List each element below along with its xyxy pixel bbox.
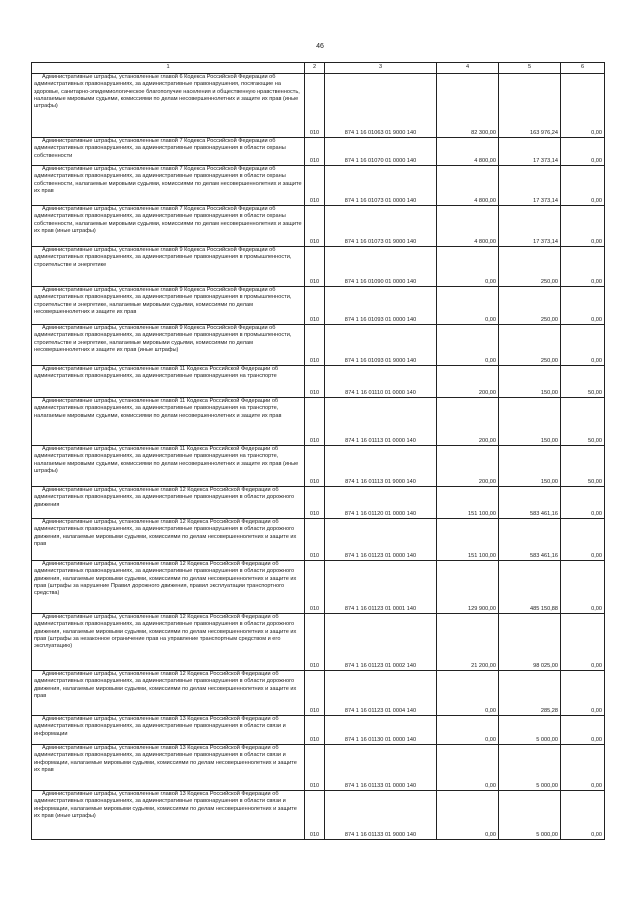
row-unexecuted: 0,00: [561, 716, 605, 745]
row-unexecuted: 50,00: [561, 366, 605, 398]
row-executed: 583 461,16: [499, 487, 561, 519]
table-row: [32, 206, 605, 247]
row-description: Административные штрафы, установленные главой 6 Кодекса Российской Федерации об административных правонарушениях, за административные правонарушения, посягающие на здоровье, санитарно-эпидемиологическое благополучие населения и общественную нравственность, налагаемые мировыми судьями, комиссиями по делам несовершеннолетних и защите их прав (иные штрафы): [32, 74, 305, 138]
table-row: [32, 671, 605, 716]
table-row: [32, 614, 605, 671]
row-description: Административные штрафы, установленные главой 9 Кодекса Российской Федерации об административных правонарушениях, за административные правонарушения в промышленности, строительстве и энергетике: [32, 247, 305, 287]
row-kbk: 874 1 16 01130 01 0000 140: [325, 716, 437, 745]
row-kbk: 874 1 16 01123 01 0004 140: [325, 671, 437, 716]
row-description: Административные штрафы, установленные главой 13 Кодекса Российской Федерации об административных правонарушениях, за административные правонарушения в области связи и информации, налагаемые мировыми судьями, комиссиями по делам несовершеннолетних и защите их прав (иные штрафы): [32, 791, 305, 840]
column-number: 3: [325, 63, 437, 74]
row-code: 010: [305, 166, 325, 206]
row-kbk: 874 1 16 01123 01 0002 140: [325, 614, 437, 671]
row-kbk: 874 1 16 01133 01 0000 140: [325, 745, 437, 791]
row-executed: 98 025,00: [499, 614, 561, 671]
row-unexecuted: 0,00: [561, 487, 605, 519]
row-code: 010: [305, 671, 325, 716]
row-description: Административные штрафы, установленные главой 9 Кодекса Российской Федерации об административных правонарушениях, за административные правонарушения в промышленности, строительстве и энергетике, налагаемые мировыми судьями, комиссиями по делам несовершеннолетних и защите их прав (иные штрафы): [32, 325, 305, 366]
row-executed: 150,00: [499, 366, 561, 398]
row-unexecuted: 0,00: [561, 166, 605, 206]
table-row: [32, 138, 605, 166]
row-executed: 150,00: [499, 398, 561, 446]
row-unexecuted: 0,00: [561, 791, 605, 840]
row-code: 010: [305, 745, 325, 791]
row-kbk: 874 1 16 01133 01 9000 140: [325, 791, 437, 840]
row-executed: 150,00: [499, 446, 561, 487]
row-description: Административные штрафы, установленные главой 11 Кодекса Российской Федерации об административных правонарушениях, за административные правонарушения на транспорте, налагаемые мировыми судьями, комиссиями по делам несовершеннолетних и защите их прав (иные штрафы): [32, 446, 305, 487]
row-code: 010: [305, 287, 325, 325]
row-description: Административные штрафы, установленные главой 7 Кодекса Российской Федерации об административных правонарушениях, за административные правонарушения в области охраны собственности, налагаемые мировыми судьями, комиссиями по делам несовершеннолетних и защите их прав (иные штрафы): [32, 206, 305, 247]
row-kbk: 874 1 16 01120 01 0000 140: [325, 487, 437, 519]
column-number: 5: [499, 63, 561, 74]
column-number: 1: [32, 63, 305, 74]
column-number: 6: [561, 63, 605, 74]
row-unexecuted: 50,00: [561, 446, 605, 487]
row-kbk: 874 1 16 01123 01 0000 140: [325, 519, 437, 561]
row-plan: 0,00: [437, 671, 499, 716]
row-unexecuted: 0,00: [561, 325, 605, 366]
row-unexecuted: 0,00: [561, 247, 605, 287]
row-executed: 583 461,16: [499, 519, 561, 561]
column-number: 4: [437, 63, 499, 74]
row-plan: 0,00: [437, 247, 499, 287]
row-description: Административные штрафы, установленные главой 12 Кодекса Российской Федерации об административных правонарушениях, за административные правонарушения в области дорожного движения, налагаемые мировыми судьями, комиссиями по делам несовершеннолетних и защите их прав (штрафы за незаконное ограничение прав на управление транспортным средством и его эксплуатацию): [32, 614, 305, 671]
table-row: [32, 519, 605, 561]
row-code: 010: [305, 519, 325, 561]
row-executed: 250,00: [499, 287, 561, 325]
row-executed: 285,28: [499, 671, 561, 716]
page-number: 46: [316, 43, 324, 50]
row-executed: 250,00: [499, 247, 561, 287]
row-unexecuted: 50,00: [561, 398, 605, 446]
column-number: 2: [305, 63, 325, 74]
row-code: 010: [305, 325, 325, 366]
row-description: Административные штрафы, установленные главой 7 Кодекса Российской Федерации об административных правонарушениях, за административные правонарушения в области охраны собственности: [32, 138, 305, 166]
row-kbk: 874 1 16 01093 01 9000 140: [325, 325, 437, 366]
table-row: [32, 561, 605, 614]
row-unexecuted: 0,00: [561, 561, 605, 614]
row-unexecuted: 0,00: [561, 519, 605, 561]
column-numbers-row: [32, 63, 605, 74]
row-plan: 200,00: [437, 446, 499, 487]
row-description: Административные штрафы, установленные главой 7 Кодекса Российской Федерации об административных правонарушениях, за административные правонарушения в области охраны собственности, налагаемые мировыми судьями, комиссиями по делам несовершеннолетних и защите их прав: [32, 166, 305, 206]
row-executed: 250,00: [499, 325, 561, 366]
row-plan: 200,00: [437, 398, 499, 446]
row-plan: 0,00: [437, 716, 499, 745]
row-executed: 17 373,14: [499, 166, 561, 206]
row-plan: 129 900,00: [437, 561, 499, 614]
row-code: 010: [305, 398, 325, 446]
row-plan: 4 800,00: [437, 166, 499, 206]
row-code: 010: [305, 614, 325, 671]
row-executed: 163 976,24: [499, 74, 561, 138]
row-description: Административные штрафы, установленные главой 9 Кодекса Российской Федерации об административных правонарушениях, за административные правонарушения в промышленности, строительстве и энергетике, налагаемые мировыми судьями, комиссиями по делам несовершеннолетних и защите их прав: [32, 287, 305, 325]
row-kbk: 874 1 16 01063 01 9000 140: [325, 74, 437, 138]
row-plan: 21 200,00: [437, 614, 499, 671]
table-row: [32, 366, 605, 398]
row-plan: 4 800,00: [437, 138, 499, 166]
table-row: [32, 325, 605, 366]
table-row: [32, 398, 605, 446]
row-code: 010: [305, 716, 325, 745]
table-row: [32, 745, 605, 791]
row-unexecuted: 0,00: [561, 614, 605, 671]
row-executed: 17 373,14: [499, 138, 561, 166]
row-plan: 0,00: [437, 325, 499, 366]
row-kbk: 874 1 16 01070 01 0000 140: [325, 138, 437, 166]
row-executed: 485 150,88: [499, 561, 561, 614]
row-executed: 5 000,00: [499, 745, 561, 791]
row-unexecuted: 0,00: [561, 74, 605, 138]
table-row: [32, 287, 605, 325]
row-unexecuted: 0,00: [561, 138, 605, 166]
row-kbk: 874 1 16 01073 01 9000 140: [325, 206, 437, 247]
row-description: Административные штрафы, установленные главой 13 Кодекса Российской Федерации об административных правонарушениях, за административные правонарушения в области связи и информации, налагаемые мировыми судьями, комиссиями по делам несовершеннолетних и защите их прав: [32, 745, 305, 791]
row-unexecuted: 0,00: [561, 206, 605, 247]
row-description: Административные штрафы, установленные главой 11 Кодекса Российской Федерации об административных правонарушениях, за административные правонарушения на транспорте: [32, 366, 305, 398]
row-executed: 5 000,00: [499, 791, 561, 840]
row-plan: 82 300,00: [437, 74, 499, 138]
row-unexecuted: 0,00: [561, 745, 605, 791]
row-description: Административные штрафы, установленные главой 12 Кодекса Российской Федерации об административных правонарушениях, за административные правонарушения в области дорожного движения, налагаемые мировыми судьями, комиссиями по делам несовершеннолетних и защите их прав (штрафы за нарушение Правил дорожного движения, правил эксплуатации транспортного средства): [32, 561, 305, 614]
row-code: 010: [305, 487, 325, 519]
row-kbk: 874 1 16 01093 01 0000 140: [325, 287, 437, 325]
row-code: 010: [305, 791, 325, 840]
row-description: Административные штрафы, установленные главой 12 Кодекса Российской Федерации об административных правонарушениях, за административные правонарушения в области дорожного движения, налагаемые мировыми судьями, комиссиями по делам несовершеннолетних и защите их прав: [32, 671, 305, 716]
row-unexecuted: 0,00: [561, 671, 605, 716]
row-kbk: 874 1 16 01113 01 0000 140: [325, 398, 437, 446]
row-plan: 0,00: [437, 745, 499, 791]
table-row: [32, 166, 605, 206]
table-row: [32, 487, 605, 519]
revenue-table: [31, 62, 605, 840]
table-row: [32, 716, 605, 745]
row-kbk: 874 1 16 01110 01 0000 140: [325, 366, 437, 398]
table-row: [32, 446, 605, 487]
row-kbk: 874 1 16 01073 01 0000 140: [325, 166, 437, 206]
row-code: 010: [305, 74, 325, 138]
row-code: 010: [305, 561, 325, 614]
row-kbk: 874 1 16 01113 01 9000 140: [325, 446, 437, 487]
row-plan: 0,00: [437, 791, 499, 840]
row-description: Административные штрафы, установленные главой 13 Кодекса Российской Федерации об административных правонарушениях, за административные правонарушения в области связи и информации: [32, 716, 305, 745]
row-code: 010: [305, 138, 325, 166]
table-body: [32, 74, 605, 840]
row-plan: 151 100,00: [437, 519, 499, 561]
row-executed: 5 000,00: [499, 716, 561, 745]
table-row: [32, 791, 605, 840]
row-plan: 0,00: [437, 287, 499, 325]
row-code: 010: [305, 446, 325, 487]
row-code: 010: [305, 206, 325, 247]
row-plan: 4 800,00: [437, 206, 499, 247]
table-row: [32, 247, 605, 287]
row-plan: 151 100,00: [437, 487, 499, 519]
row-kbk: 874 1 16 01123 01 0001 140: [325, 561, 437, 614]
row-description: Административные штрафы, установленные главой 12 Кодекса Российской Федерации об административных правонарушениях, за административные правонарушения в области дорожного движения, налагаемые мировыми судьями, комиссиями по делам несовершеннолетних и защите их прав: [32, 519, 305, 561]
row-plan: 200,00: [437, 366, 499, 398]
row-description: Административные штрафы, установленные главой 12 Кодекса Российской Федерации об административных правонарушениях, за административные правонарушения в области дорожного движения: [32, 487, 305, 519]
table-row: [32, 74, 605, 138]
row-unexecuted: 0,00: [561, 287, 605, 325]
row-executed: 17 373,14: [499, 206, 561, 247]
row-kbk: 874 1 16 01090 01 0000 140: [325, 247, 437, 287]
row-code: 010: [305, 366, 325, 398]
row-description: Административные штрафы, установленные главой 11 Кодекса Российской Федерации об административных правонарушениях, за административные правонарушения на транспорте, налагаемые мировыми судьями, комиссиями по делам несовершеннолетних и защите их прав: [32, 398, 305, 446]
row-code: 010: [305, 247, 325, 287]
